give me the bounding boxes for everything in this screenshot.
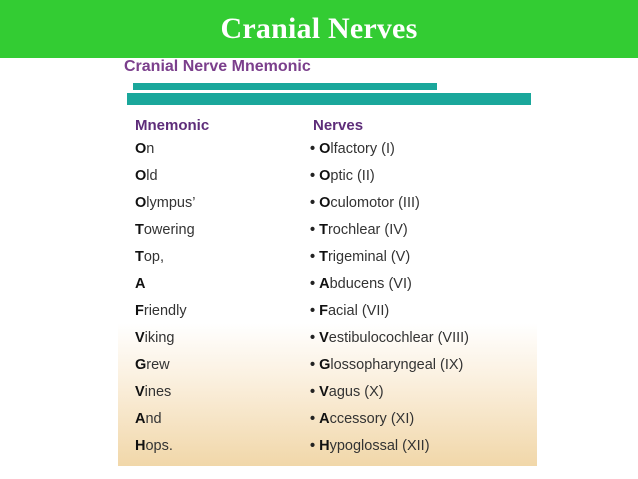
nerve-rest: rochlear (IV)	[327, 222, 408, 238]
mnemonic-initial: F	[135, 303, 144, 319]
mnemonic-word	[135, 381, 171, 403]
bullet-icon: •	[310, 330, 316, 346]
nerve-item	[310, 192, 420, 214]
nerve-initial: T	[319, 249, 328, 265]
nerve-rest: lossopharyngeal (IX)	[330, 357, 464, 373]
nerve-rest: bducens (VI)	[329, 276, 412, 292]
nerve-initial: H	[319, 438, 330, 454]
nerve-item	[310, 408, 414, 430]
nerve-rest: ptic (II)	[330, 168, 375, 184]
nerve-rest: rigeminal (V)	[327, 249, 411, 265]
nerve-initial: F	[319, 303, 328, 319]
title-banner	[0, 0, 638, 58]
mnemonic-word	[135, 219, 195, 241]
mnemonic-word	[135, 246, 164, 268]
mnemonic-initial: V	[135, 384, 145, 400]
nerve-initial: A	[319, 276, 330, 292]
nerve-rest: agus (X)	[328, 384, 384, 400]
nerve-item	[310, 138, 395, 160]
nerve-rest: culomotor (III)	[330, 195, 420, 211]
nerve-item	[310, 354, 463, 376]
nerve-item	[310, 165, 375, 187]
bullet-icon: •	[310, 195, 316, 211]
nerve-item	[310, 435, 430, 457]
mnemonic-rest: n	[146, 141, 155, 157]
mnemonic-rest: nd	[145, 411, 162, 427]
mnemonic-column-header: Mnemonic	[135, 117, 210, 134]
mnemonic-initial: T	[135, 249, 144, 265]
mnemonic-rest: op,	[143, 249, 165, 265]
nerve-initial: G	[319, 357, 331, 373]
mnemonic-rest: owering	[143, 222, 195, 238]
mnemonic-word	[135, 165, 158, 187]
panel-header-bar	[127, 93, 531, 105]
nerve-initial: T	[319, 222, 328, 238]
nerve-rest: estibulocochlear (VIII)	[328, 330, 470, 346]
mnemonic-initial: A	[135, 411, 146, 427]
bullet-icon: •	[310, 249, 316, 265]
bullet-icon: •	[310, 384, 316, 400]
mnemonic-word	[135, 300, 187, 322]
mnemonic-word	[135, 192, 195, 214]
mnemonic-word	[135, 435, 173, 457]
bullet-icon: •	[310, 303, 316, 319]
mnemonic-initial: V	[135, 330, 145, 346]
nerve-item	[310, 381, 384, 403]
mnemonic-initial: G	[135, 357, 147, 373]
nerve-initial: A	[319, 411, 330, 427]
mnemonic-rest: rew	[146, 357, 170, 373]
mnemonic-word	[135, 273, 145, 295]
mnemonic-initial: A	[135, 276, 146, 292]
mnemonic-initial: T	[135, 222, 144, 238]
nerve-item	[310, 219, 408, 241]
mnemonic-rest: iking	[144, 330, 175, 346]
mnemonic-rest: ld	[146, 168, 158, 184]
mnemonic-rest: riendly	[143, 303, 187, 319]
nerves-column-header: Nerves	[313, 117, 364, 134]
mnemonic-word	[135, 327, 175, 349]
mnemonic-word	[135, 138, 154, 160]
figure-title: Cranial Nerve Mnemonic	[124, 58, 311, 75]
mnemonic-initial: H	[135, 438, 146, 454]
mnemonic-rest: ops.	[145, 438, 173, 454]
mnemonic-word	[135, 354, 170, 376]
bullet-icon: •	[310, 141, 316, 157]
bullet-icon: •	[310, 276, 316, 292]
mnemonic-initial: O	[135, 168, 147, 184]
slide-title: Cranial Nerves	[220, 12, 418, 45]
nerve-initial: O	[319, 195, 331, 211]
bullet-icon: •	[310, 357, 316, 373]
mnemonic-rest: lympus’	[146, 195, 196, 211]
nerve-initial: V	[319, 330, 329, 346]
mnemonic-rest: ines	[144, 384, 172, 400]
nerve-item	[310, 246, 410, 268]
bullet-icon: •	[310, 222, 316, 238]
mnemonic-initial: O	[135, 195, 147, 211]
nerve-initial: V	[319, 384, 329, 400]
nerve-rest: ypoglossal (XII)	[329, 438, 430, 454]
bullet-icon: •	[310, 168, 316, 184]
nerve-initial: O	[319, 168, 331, 184]
nerve-rest: ccessory (XI)	[329, 411, 415, 427]
bullet-icon: •	[310, 438, 316, 454]
nerve-initial: O	[319, 141, 331, 157]
nerve-item	[310, 327, 469, 349]
nerve-rest: lfactory (I)	[330, 141, 395, 157]
nerve-rest: acial (VII)	[327, 303, 390, 319]
mnemonic-initial: O	[135, 141, 147, 157]
mnemonic-word	[135, 408, 162, 430]
nerve-item	[310, 300, 389, 322]
nerve-item	[310, 273, 412, 295]
bullet-icon: •	[310, 411, 316, 427]
